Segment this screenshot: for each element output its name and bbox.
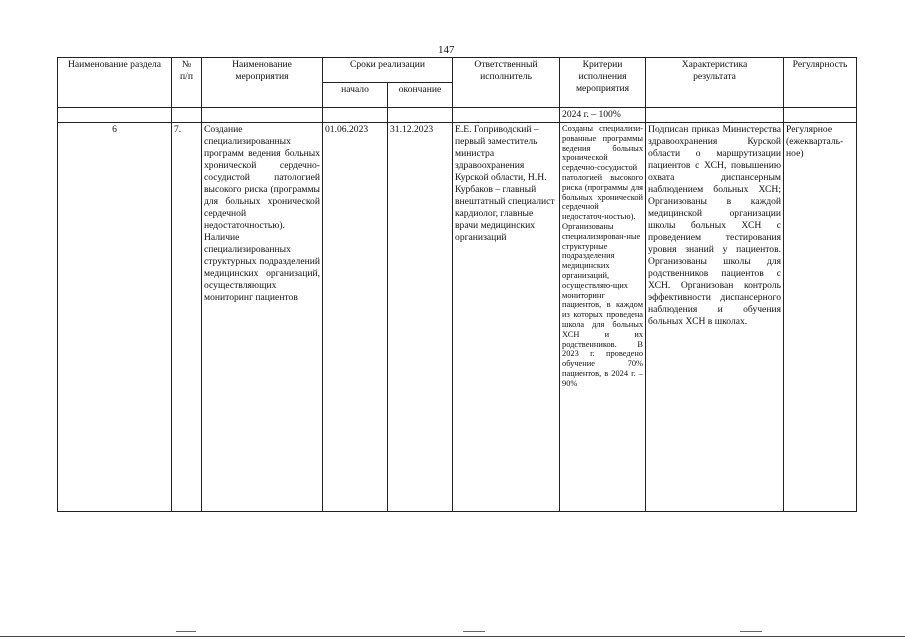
header-criteria: Критерии исполнения мероприятия — [560, 58, 646, 108]
row-section: 6 — [58, 123, 172, 512]
scan-mark — [740, 631, 762, 632]
carryover-criteria: 2024 г. – 100% — [560, 108, 646, 123]
row-number: 7. — [172, 123, 202, 512]
header-start: начало — [323, 83, 388, 108]
scan-mark — [463, 631, 485, 632]
row-regularity: Регулярное (ежекварталь-ное) — [784, 123, 857, 512]
header-terms: Сроки реализации — [323, 58, 453, 83]
row-criteria: Созданы специализи-рованные программы ведения больных хронической сердечно-сосудистой патологией высокого риска (программы для больных хронической сердечной недостаточ-ностью). Организованы специализирован-ные структурные подразделения медицинских организаций, осуществляю-щих мониторинг пациентов, в каждом из которых проведена школа для больных ХСН и их родственников. В 2023 г. проведено обучение 70% пациентов, в 2024 г. – 90% — [560, 123, 646, 512]
header-regularity: Регулярность — [784, 58, 857, 108]
table-row — [58, 123, 857, 512]
scan-mark — [176, 631, 196, 632]
page-number: 147 — [438, 44, 455, 56]
row-event: Создание специализированных программ ведения больных хронической сердечно-сосудистой патологией высокого риска (программы для больных хронической сердечной недостаточностью). Наличие специализированных структурных подразделений медицинских организаций, осуществляющих мониторинг пациентов — [202, 123, 323, 512]
row-start: 01.06.2023 — [323, 123, 388, 512]
carryover-row — [58, 108, 857, 123]
header-responsible: Ответственный исполнитель — [453, 58, 560, 108]
plan-table — [57, 57, 857, 512]
header-result: Характеристика результата — [646, 58, 784, 108]
row-end: 31.12.2023 — [388, 123, 453, 512]
header-section: Наименование раздела — [58, 58, 172, 108]
row-responsible: Е.Е. Гоприводский – первый заместитель министра здравоохранения Курской области, Н.Н. Курбаков – главный внештатный специалист кардиолог, главные врачи медицинских организаций — [453, 123, 560, 512]
header-end: окончание — [388, 83, 453, 108]
header-row — [58, 58, 857, 83]
scan-edge-line — [0, 636, 905, 637]
header-number: № п/п — [172, 58, 202, 108]
row-result: Подписан приказ Министерства здравоохранения Курской области о маршрутизации пациентов с ХСН, повышению охвата диспансерным наблюдением больных ХСН; Организованы в каждой медицинской организации школы больных ХСН с проведением тестирования уровня знаний у пациентов. Организованы школы для родственников пациентов с ХСН. Организован контроль эффективности диспансерного наблюдения и обучения больных ХСН в школах. — [646, 123, 784, 512]
header-event: Наименование мероприятия — [202, 58, 323, 108]
